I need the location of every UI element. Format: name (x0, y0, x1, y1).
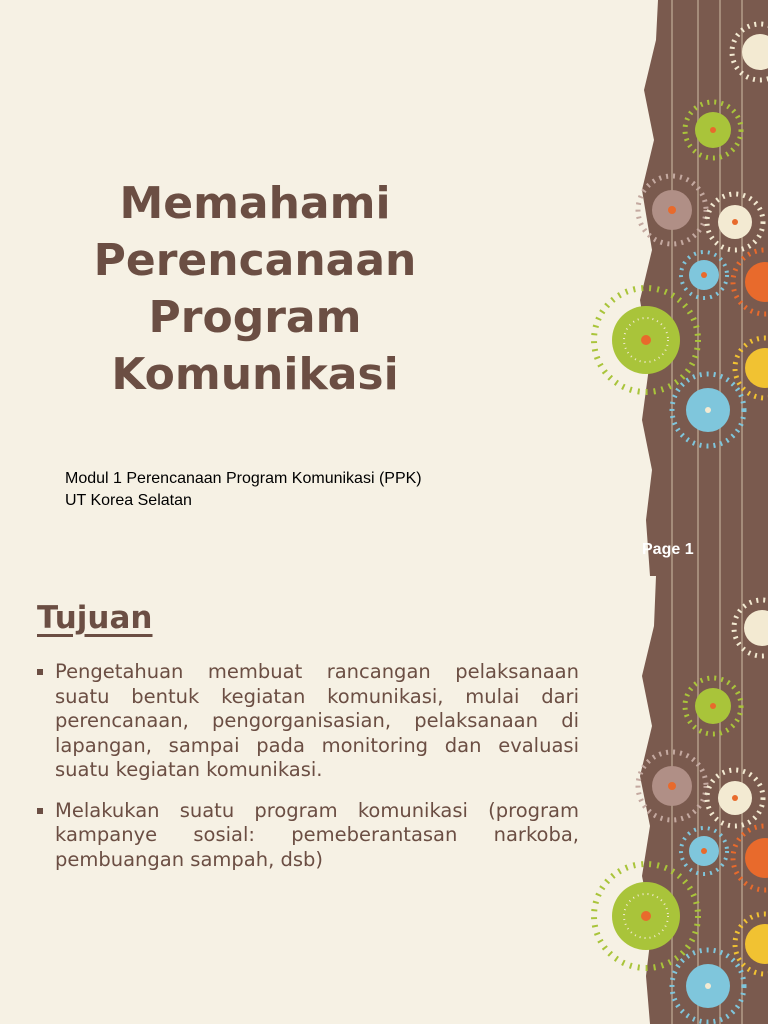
square-bullet-icon (37, 808, 43, 814)
title-line: Memahami (119, 178, 391, 229)
content-slide (0, 576, 768, 1024)
flower-decoration-panel (580, 576, 768, 1024)
title-line: Perencanaan (93, 235, 417, 286)
slide-subtitle (65, 468, 545, 512)
list-item (36, 799, 579, 873)
list-item-text: Melakukan suatu program komunikasi (program kampanye sosial: pemeberantasan narkoba, pembuangan sampah, dsb) (55, 798, 579, 871)
title-line: Program (148, 292, 362, 343)
page-number: Page 1 (642, 541, 694, 558)
objectives-list (36, 660, 579, 888)
slide-title (40, 175, 470, 403)
flower-decoration-panel (580, 0, 768, 576)
section-heading: Tujuan (37, 600, 153, 636)
square-bullet-icon (37, 669, 43, 675)
list-item-text: Pengetahuan membuat rancangan pelaksanaan suatu bentuk kegiatan komunikasi, mulai dari perencanaan, pengorganisasian, pelaksanaan di lapangan, sampai pada monitoring dan evaluasi suatu kegiatan komunikasi. (55, 660, 579, 781)
list-item (36, 660, 579, 783)
title-line: Komunikasi (111, 349, 399, 400)
subtitle-line: Modul 1 Perencanaan Program Komunikasi (PPK) (65, 470, 422, 487)
subtitle-line: UT Korea Selatan (65, 492, 192, 509)
